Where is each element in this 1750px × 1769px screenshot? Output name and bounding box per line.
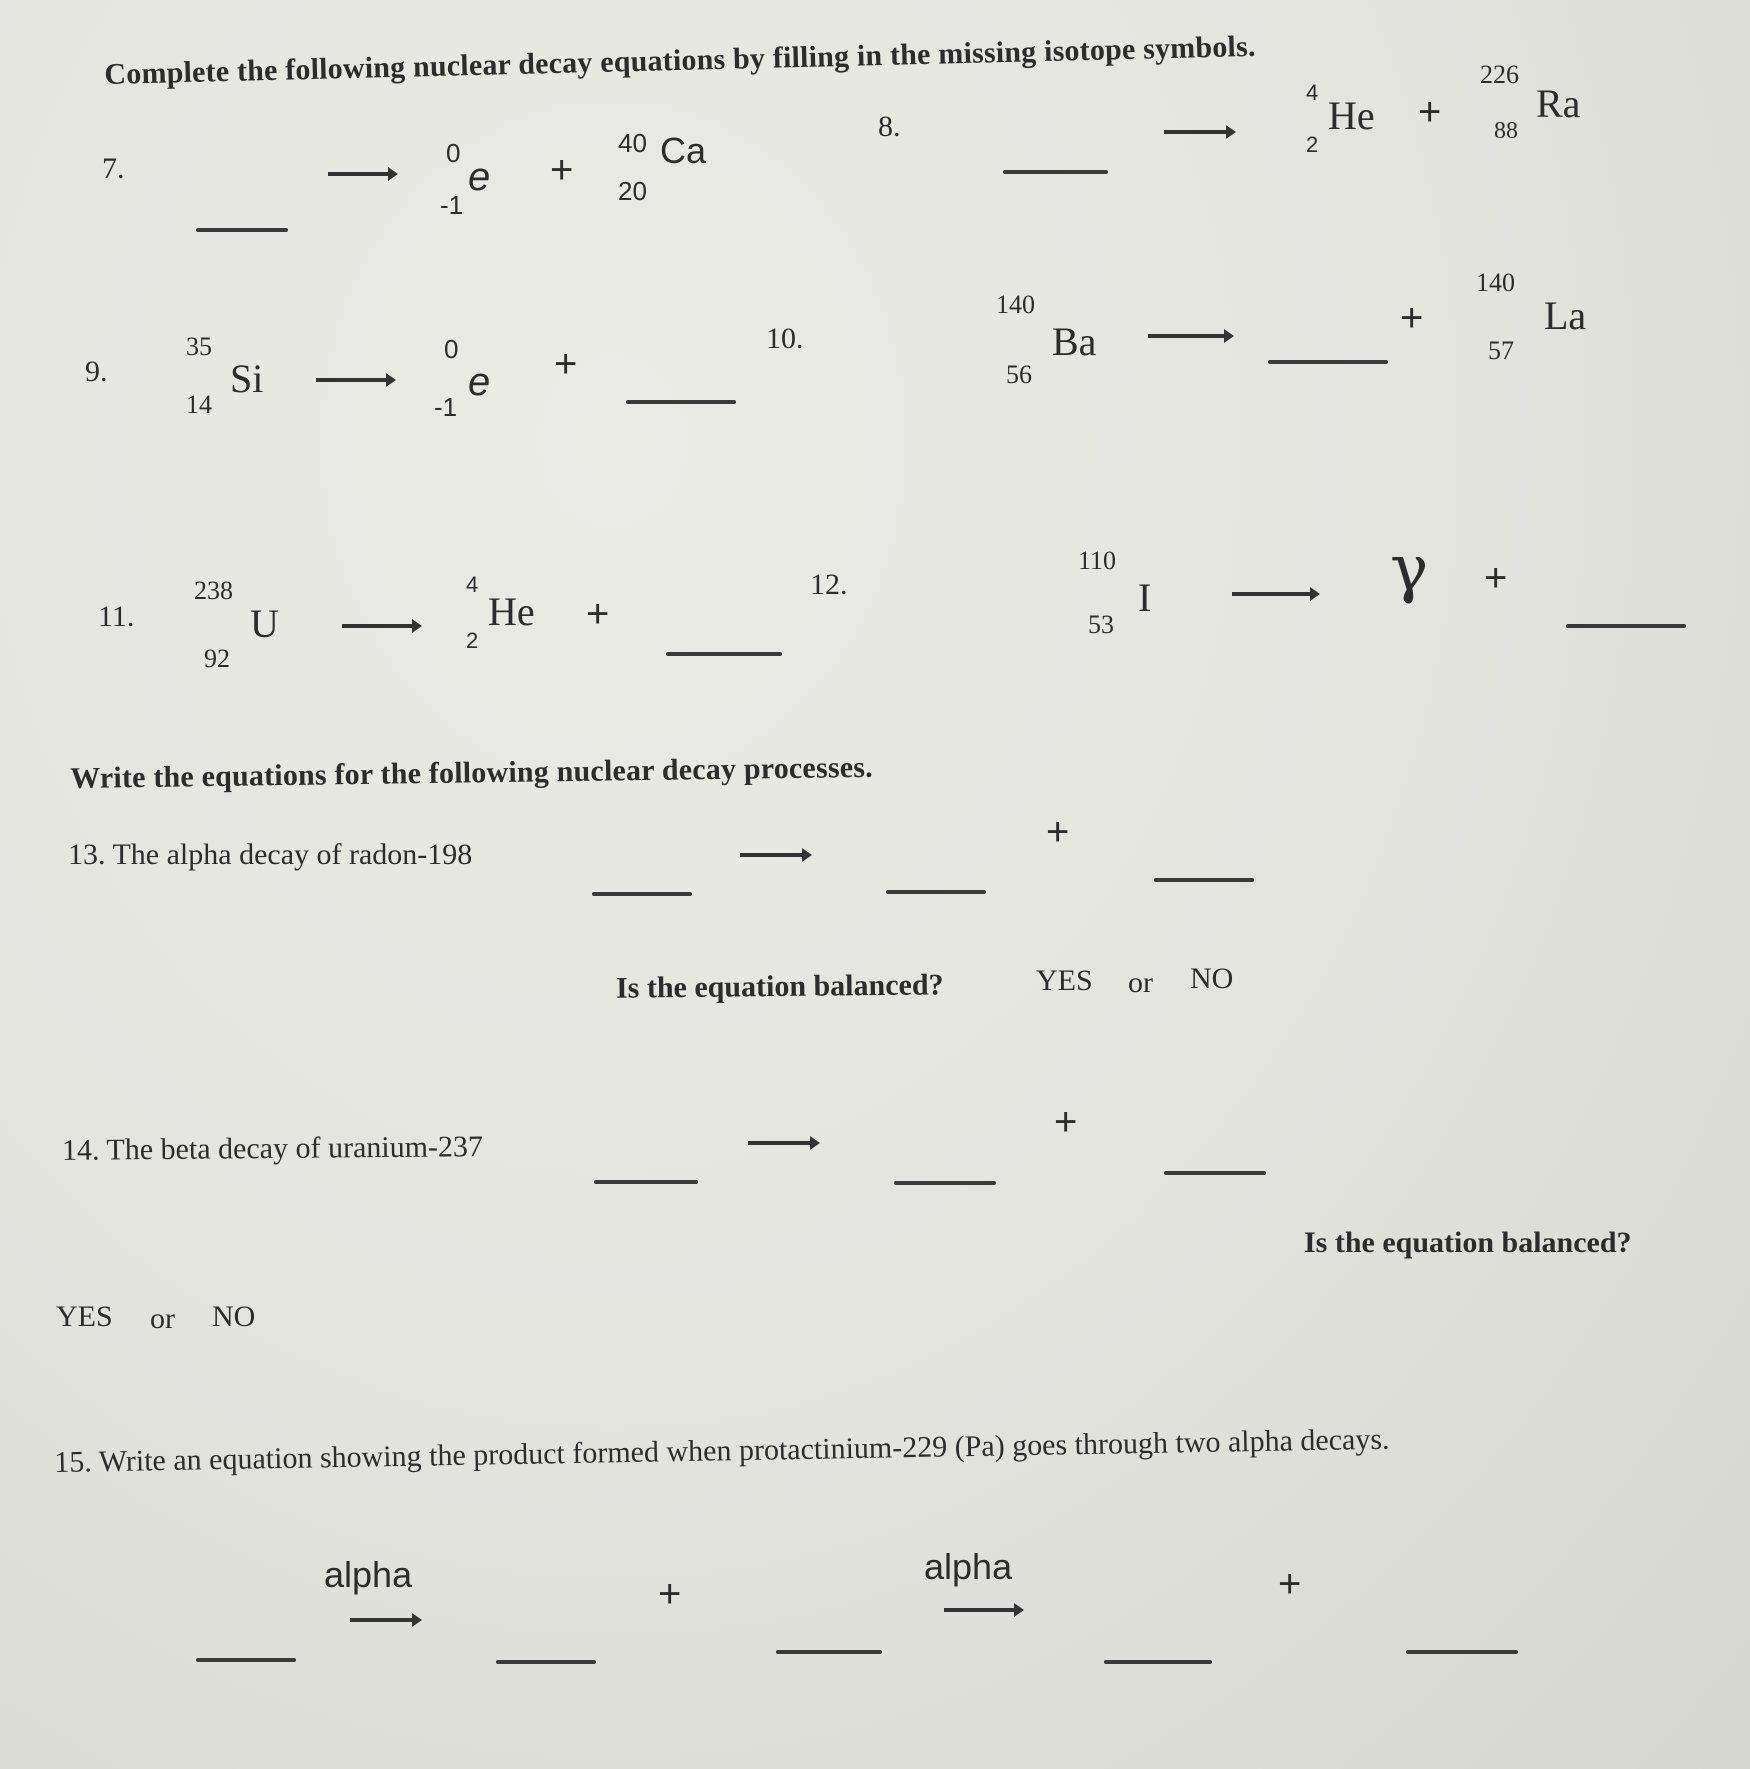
section1-heading: Complete the following nuclear decay equations by filling in the missing isotope symbols. [104,29,1256,91]
reaction-arrow-icon [342,624,414,628]
problem-number: 12. [810,568,848,601]
mass-number: 140 [1476,268,1515,297]
reaction-arrow-icon [350,1618,414,1622]
answer-blank-product-4[interactable] [1406,1650,1518,1654]
problem-prompt: 13. The alpha decay of radon-198 [68,838,473,871]
element-symbol: I [1138,575,1152,620]
plus-sign: + [550,148,574,192]
answer-blank-product-1[interactable] [886,890,986,894]
atomic-number: 2 [1306,132,1319,157]
reaction-arrow-icon [328,172,390,176]
answer-blank-reactant[interactable] [196,1658,296,1662]
mass-number: 0 [444,334,459,364]
answer-blank-reactant[interactable] [594,1180,698,1184]
atomic-number: 14 [186,390,212,419]
section2-heading: Write the equations for the following nuclear decay processes. [70,750,874,795]
mass-number: 110 [1078,546,1117,575]
option-yes[interactable]: YES [56,1300,113,1333]
option-no[interactable]: NO [1190,962,1234,995]
reaction-arrow-icon [1148,334,1226,338]
element-symbol: He [1328,93,1375,138]
answer-blank[interactable] [1003,170,1108,174]
balanced-question: Is the equation balanced? [615,968,944,1005]
problem-prompt: 15. Write an equation showing the product formed when protactinium-229 (Pa) goes through two alpha decays. [54,1422,1390,1479]
answer-blank-product-2[interactable] [776,1650,882,1654]
option-or: or [1128,966,1153,999]
mass-number: 40 [618,128,647,158]
element-symbol: Ra [1536,81,1581,126]
arrow-label: alpha [924,1546,1013,1587]
element-symbol: e [468,360,491,404]
reaction-arrow-icon [748,1141,812,1145]
mass-number: 226 [1480,60,1519,89]
element-symbol: Si [230,356,264,401]
atomic-number: 92 [204,644,230,673]
answer-blank[interactable] [1566,624,1686,628]
answer-blank[interactable] [196,228,288,232]
plus-sign: + [1418,90,1442,134]
mass-number: 0 [446,138,461,168]
answer-blank-product-3[interactable] [1104,1660,1212,1664]
plus-sign: + [1400,296,1424,340]
balanced-question: Is the equation balanced? [1304,1226,1632,1259]
arrow-label: alpha [324,1554,413,1595]
element-symbol: La [1544,293,1587,338]
option-or: or [150,1302,175,1335]
option-no[interactable]: NO [212,1300,256,1333]
element-symbol: U [250,601,279,646]
plus-sign: + [1484,556,1508,600]
mass-number: 140 [996,290,1035,319]
element-symbol: Ba [1052,319,1097,364]
atomic-number: 53 [1088,610,1114,639]
option-yes[interactable]: YES [1036,964,1093,997]
atomic-number: 56 [1006,360,1032,389]
reaction-arrow-icon [316,378,388,382]
element-symbol: e [468,155,491,199]
reaction-arrow-icon [1232,592,1312,596]
answer-blank-product-2[interactable] [1164,1171,1266,1175]
problem-number: 10. [766,322,804,355]
mass-number: 35 [186,332,212,361]
element-symbol: He [488,589,535,634]
problem-number: 8. [878,110,901,143]
atomic-number: -1 [440,190,464,220]
plus-sign: + [1278,1562,1302,1606]
plus-sign: + [658,1572,682,1616]
answer-blank[interactable] [1268,360,1388,364]
plus-sign: + [554,342,578,386]
answer-blank[interactable] [626,400,736,404]
plus-sign: + [1046,810,1070,854]
atomic-number: 57 [1488,336,1514,365]
plus-sign: + [586,592,610,636]
answer-blank-product-1[interactable] [496,1660,596,1664]
answer-blank-reactant[interactable] [592,892,692,896]
gamma-symbol: γ [1390,532,1429,606]
reaction-arrow-icon [1164,130,1228,134]
mass-number: 4 [466,572,479,597]
atomic-number: 2 [466,628,479,653]
mass-number: 238 [194,576,233,605]
atomic-number: 88 [1494,118,1518,144]
answer-blank-product-2[interactable] [1154,878,1254,882]
reaction-arrow-icon [944,1608,1016,1612]
mass-number: 4 [1306,80,1319,105]
reaction-arrow-icon [740,853,804,857]
answer-blank[interactable] [666,652,782,656]
plus-sign: + [1054,1100,1078,1144]
problem-number: 9. [85,355,108,388]
element-symbol: Ca [660,130,707,171]
answer-blank-product-1[interactable] [894,1181,996,1185]
problem-number: 11. [98,600,135,633]
problem-number: 7. [102,152,125,185]
problem-prompt: 14. The beta decay of uranium-237 [61,1130,484,1167]
atomic-number: -1 [434,392,458,422]
atomic-number: 20 [618,176,647,206]
